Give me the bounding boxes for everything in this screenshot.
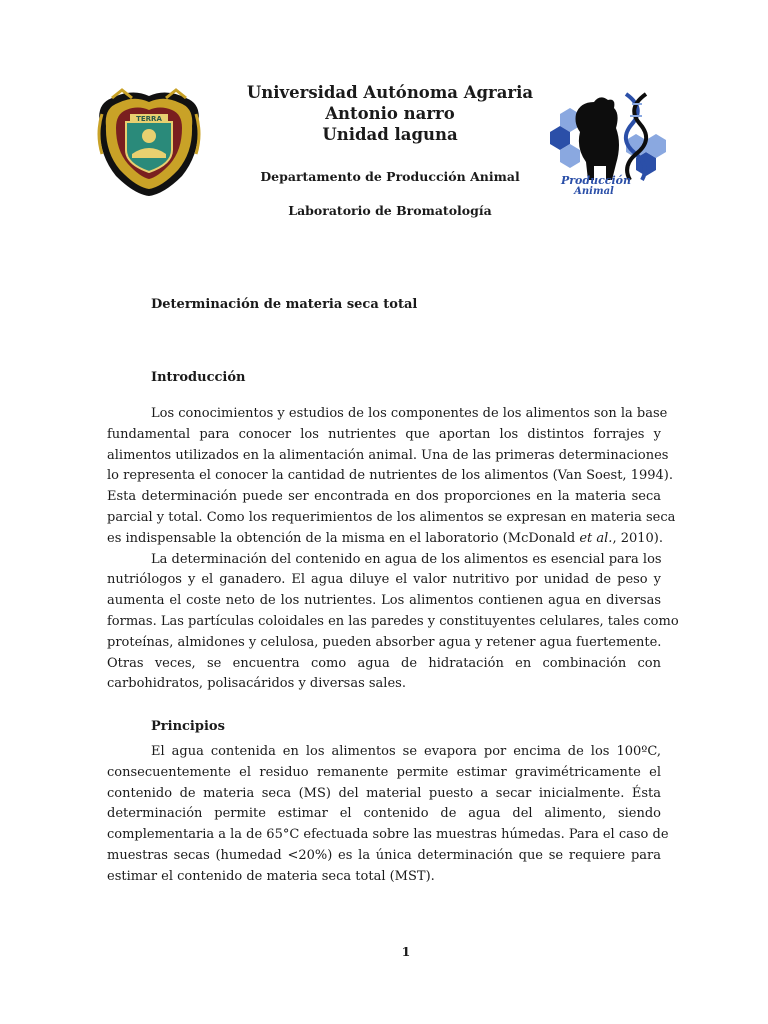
text-line: estimar el contenido de materia seca total (MST). xyxy=(107,868,435,884)
text-line: proteínas, almidones y celulosa, pueden absorber agua y retener agua fuertemente. xyxy=(107,634,662,650)
text-line: aumenta el coste neto de los nutrientes. Los alimentos contienen agua en diversas xyxy=(107,593,661,609)
text-line xyxy=(107,529,661,550)
section-body-introduccion xyxy=(107,404,679,695)
laboratory-name: Laboratorio de Bromatología xyxy=(288,203,492,218)
text-line: consecuentemente el residuo remanente permite estimar gravimétricamente el xyxy=(107,764,661,780)
document-title: Determinación de materia seca total xyxy=(151,297,418,312)
university-name xyxy=(220,82,560,145)
text-segment: , 2010). xyxy=(612,530,663,546)
university-crest-icon xyxy=(92,84,206,198)
page-number: 1 xyxy=(401,944,411,959)
crest-text: TERRA xyxy=(136,115,162,123)
university-name-line1: Universidad Autónoma Agraria xyxy=(246,83,534,102)
text-line: fundamental para conocer los nutrientes que aportan los distintos forrajes y xyxy=(107,426,661,442)
text-line: El agua contenida en los alimentos se evapora por encima de los 100ºC, xyxy=(151,744,661,759)
produccion-animal-logo-icon xyxy=(546,84,670,198)
text-line: determinación permite estimar el contenido de agua del alimento, siendo xyxy=(107,806,661,822)
text-line: complementaria a la de 65°C efectuada sobre las muestras húmedas. Para el caso de xyxy=(107,827,669,843)
text-line: Esta determinación puede ser encontrada en dos proporciones en la materia seca xyxy=(107,489,661,505)
text-line: nutriólogos y el ganadero. El agua diluye el valor nutritivo por unidad de peso y xyxy=(107,572,661,588)
university-name-line3: Unidad laguna xyxy=(322,125,458,144)
citation-etal: et al. xyxy=(579,530,613,546)
text-segment: es indispensable la obtención de la misma en el laboratorio (McDonald xyxy=(107,530,580,546)
section-heading-introduccion: Introducción xyxy=(151,370,246,385)
section-heading-principios: Principios xyxy=(151,719,225,734)
text-line: La determinación del contenido en agua de los alimentos es esencial para los xyxy=(151,551,662,567)
text-line: contenido de materia seca (MS) del material puesto a secar inicialmente. Ésta xyxy=(107,785,661,801)
text-line: carbohidratos, polisacáridos y diversas sales. xyxy=(107,676,406,692)
logo-text-line1: Producción xyxy=(560,174,632,187)
logo-text-line2: Animal xyxy=(574,186,614,197)
text-line: formas. Las partículas coloidales en las paredes y constituyentes celulares, tales como xyxy=(107,613,679,629)
section-body-principios xyxy=(107,742,669,888)
text-line: parcial y total. Como los requerimientos de los alimentos se expresan en materia seca xyxy=(107,509,676,525)
text-line: Los conocimientos y estudios de los componentes de los alimentos son la base xyxy=(151,406,668,421)
text-line: muestras secas (humedad <20%) es la única determinación que se requiere para xyxy=(107,847,661,863)
text-line: alimentos utilizados en la alimentación animal. Una de las primeras determinaciones xyxy=(107,447,669,463)
university-name-line2: Antonio narro xyxy=(325,104,455,123)
text-line: lo representa el conocer la cantidad de nutrientes de los alimentos (Van Soest, 1994). xyxy=(107,468,673,484)
text-line: Otras veces, se encuentra como agua de hidratación en combinación con xyxy=(107,655,661,671)
department-name: Departamento de Producción Animal xyxy=(260,169,520,184)
